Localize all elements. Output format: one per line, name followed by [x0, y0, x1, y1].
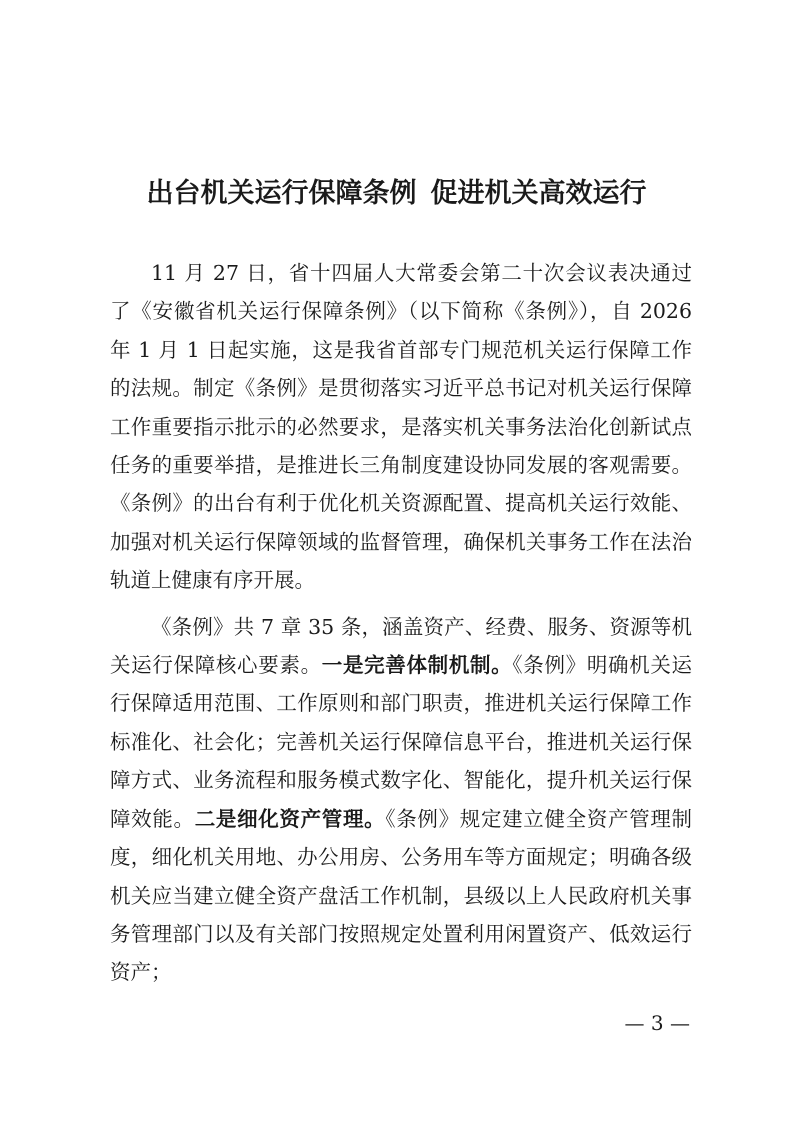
paragraph-1: 11 月 27 日，省十四届人大常委会第二十次会议表决通过了《安徽省机关运行保障条例》（以下简称《条例》），自 2026 年 1 月 1 日起实施，这是我省首部专门规范机关运行保障工作的法规。制定《条例》是贯彻落实习近平总书记对机关运行保障工作重要指示批示的必然要求，是落实机关事务法治化创新试点任务的重要举措，是推进长三角制度建设协同发展的客观需要。《条例》的出台有利于优化机关资源配置、提高机关运行效能、加强对机关运行保障领域的监督管理，确保机关事务工作在法治轨道上健康有序开展。 [110, 261, 692, 593]
page-title [0, 172, 793, 216]
point-2-heading: 二是细化资产管理。 [194, 806, 386, 831]
title-part-2: 促进机关高效运行 [430, 178, 647, 209]
point-1-heading: 一是完善体制机制。 [321, 653, 513, 678]
article-body [110, 254, 692, 992]
title-part-1: 出台机关运行保障条例 [146, 178, 417, 209]
paragraph-2 [110, 608, 692, 992]
page-number: — 3 — [624, 1011, 690, 1035]
paragraph-2-intro: 《条例》共 7 章 35 条，涵盖资产、经费、服务、资源等机关运行保障核心要素。 [110, 614, 692, 678]
point-2-text: 《条例》规定建立健全资产管理制度，细化机关用地、办公用房、公务用车等方面规定；明确各级机关应当建立健全资产盘活工作机制，县级以上人民政府机关事务管理部门以及有关部门按照规定处置利用闲置资产、低效运行资产； [110, 806, 693, 985]
point-1-text: 《条例》明确机关运行保障适用范围、工作原则和部门职责，推进机关运行保障工作标准化、社会化；完善机关运行保障信息平台，推进机关运行保障方式、业务流程和服务模式数字化、智能化，提升机关运行保障效能。 [110, 653, 693, 831]
